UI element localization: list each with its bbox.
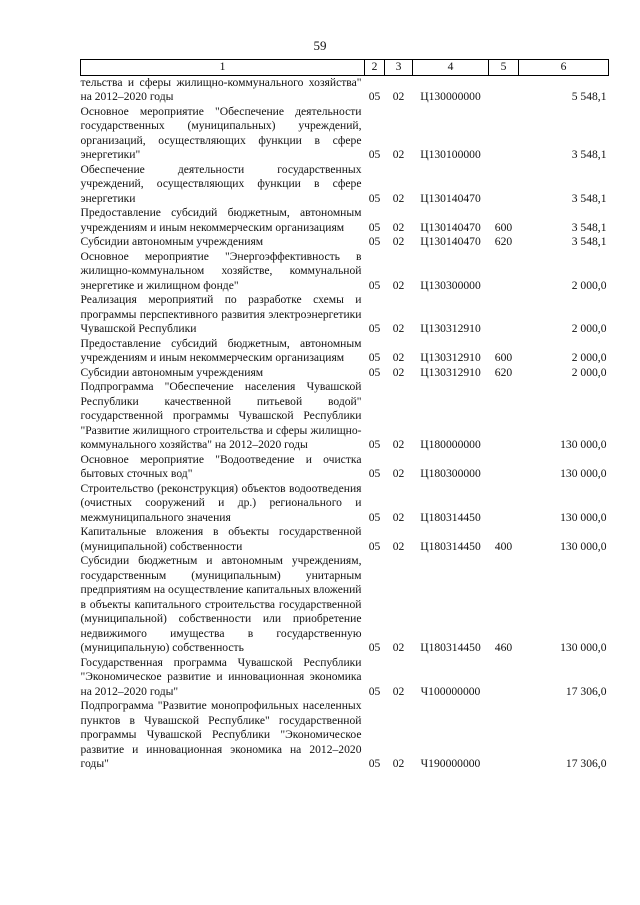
- row-subsection: 02: [392, 438, 405, 451]
- row-amount: 5 548,1: [571, 90, 607, 103]
- table-row: [81, 699, 609, 772]
- row-subsection: 02: [392, 351, 405, 364]
- row-target-code: Ц130000000: [420, 90, 481, 103]
- header-col-1: 1: [81, 60, 365, 76]
- row-expense-type: 620: [494, 235, 513, 248]
- row-subsection: 02: [392, 191, 405, 205]
- table-row: [81, 75, 609, 105]
- row-target-code: Ц180314450: [420, 641, 481, 654]
- row-subsection: 02: [392, 641, 405, 654]
- row-target-code: Ц130140470: [420, 235, 481, 248]
- row-section: 05: [368, 191, 381, 205]
- table-row: [81, 656, 609, 700]
- row-target-code: Ц130140470: [420, 191, 481, 205]
- row-section: 05: [368, 90, 381, 103]
- row-target-code: Ц130300000: [420, 278, 481, 292]
- row-name: Субсидии автономным учреждениям: [80, 235, 264, 248]
- row-name: Предоставление субсидий бюджетным, автономным учреждениям и иным некоммерческим организациям: [80, 336, 362, 364]
- row-target-code: Ц130312910: [420, 351, 481, 364]
- row-expense-type: [489, 380, 519, 453]
- table-row: [81, 482, 609, 526]
- row-amount: 2 000,0: [571, 322, 607, 335]
- row-expense-type: [489, 656, 519, 700]
- row-subsection: 02: [392, 467, 405, 480]
- header-col-2: 2: [365, 60, 385, 76]
- row-amount: 3 548,1: [571, 220, 607, 234]
- budget-table: [80, 59, 609, 772]
- row-target-code: Ц180314450: [420, 539, 481, 553]
- page-number: 59: [313, 38, 327, 53]
- row-expense-type: [489, 482, 519, 526]
- row-expense-type: [489, 293, 519, 337]
- row-amount: 130 000,0: [560, 510, 607, 524]
- row-section: 05: [368, 220, 381, 234]
- row-subsection: 02: [392, 235, 405, 248]
- row-name: Реализация мероприятий по разработке схемы и программы перспективного развития электроэнергетики Чувашской Республики: [80, 293, 362, 335]
- row-subsection: 02: [392, 90, 405, 103]
- row-section: 05: [368, 757, 381, 770]
- row-target-code: Ц180314450: [420, 510, 481, 524]
- row-expense-type: [489, 250, 519, 294]
- row-amount: 17 306,0: [565, 757, 607, 770]
- table-row: [81, 366, 609, 381]
- row-expense-type: [489, 699, 519, 772]
- row-section: 05: [368, 684, 381, 698]
- table-header-row: [81, 60, 609, 76]
- row-amount: 130 000,0: [560, 539, 607, 553]
- row-subsection: 02: [392, 365, 405, 379]
- row-amount: 3 548,1: [571, 235, 607, 248]
- row-section: 05: [368, 235, 381, 248]
- table-body: [81, 75, 609, 772]
- row-amount: 2 000,0: [571, 351, 607, 364]
- row-subsection: 02: [392, 757, 405, 770]
- row-subsection: 02: [392, 684, 405, 698]
- row-amount: 130 000,0: [560, 641, 607, 654]
- row-subsection: 02: [392, 148, 405, 161]
- row-amount: 17 306,0: [565, 684, 607, 698]
- row-target-code: Ц180300000: [420, 467, 481, 480]
- row-target-code: Ц130100000: [420, 148, 481, 161]
- row-name: Государственная программа Чувашской Республики "Экономическое развитие и инновационная экономика на 2012–2020 годы": [80, 655, 362, 698]
- row-section: 05: [368, 351, 381, 364]
- row-amount: 2 000,0: [571, 365, 607, 379]
- row-subsection: 02: [392, 322, 405, 335]
- table-row: [81, 163, 609, 207]
- row-expense-type: 600: [494, 220, 513, 234]
- table-row: [81, 525, 609, 554]
- row-name: Субсидии автономным учреждениям: [80, 365, 264, 379]
- row-section: 05: [368, 539, 381, 553]
- table-row: [81, 250, 609, 294]
- header-col-3: 3: [385, 60, 413, 76]
- row-subsection: 02: [392, 278, 405, 292]
- row-section: 05: [368, 438, 381, 451]
- table-row: [81, 554, 609, 656]
- row-amount: 130 000,0: [560, 438, 607, 451]
- row-name: Подпрограмма "Развитие монопрофильных населенных пунктов в Чувашской Республике" государственной программы Чувашской Республики "Экономическое развитие и инновационная экономика на 2012–2020 годы": [80, 699, 362, 770]
- row-expense-type: [489, 453, 519, 482]
- row-section: 05: [368, 510, 381, 524]
- table-row: [81, 337, 609, 366]
- row-expense-type: [489, 75, 519, 105]
- table-row: [81, 293, 609, 337]
- row-name: Капитальные вложения в объекты государственной (муниципальной) собственности: [80, 525, 362, 553]
- table-row: [81, 235, 609, 250]
- row-section: 05: [368, 467, 381, 480]
- row-amount: 2 000,0: [571, 278, 607, 292]
- row-target-code: Ц130140470: [420, 220, 481, 234]
- row-expense-type: 460: [494, 641, 513, 654]
- header-col-5: 5: [489, 60, 519, 76]
- header-col-6: 6: [519, 60, 609, 76]
- row-target-code: Ц130312910: [420, 365, 481, 379]
- row-expense-type: [489, 163, 519, 207]
- row-subsection: 02: [392, 510, 405, 524]
- row-target-code: Ч190000000: [420, 757, 481, 770]
- header-col-4: 4: [413, 60, 489, 76]
- row-name: тельства и сферы жилищно-коммунального хозяйства" на 2012–2020 годы: [80, 75, 362, 103]
- table-row: [81, 453, 609, 482]
- row-subsection: 02: [392, 220, 405, 234]
- row-name: Строительство (реконструкция) объектов водоотведения (очистных сооружений и др.) регионального и межмуниципального значения: [80, 481, 362, 524]
- row-expense-type: 600: [494, 351, 513, 364]
- row-expense-type: 620: [494, 365, 513, 379]
- row-amount: 3 548,1: [571, 191, 607, 205]
- row-expense-type: 400: [494, 539, 513, 553]
- table-row: [81, 380, 609, 453]
- row-expense-type: [489, 105, 519, 163]
- row-name: Предоставление субсидий бюджетным, автономным учреждениям и иным некоммерческим организациям: [80, 206, 362, 234]
- row-name: Основное мероприятие "Энергоэффективность в жилищно-коммунальном хозяйстве, коммунальной энергетике и жилищном фонде": [80, 249, 362, 292]
- row-name: Основное мероприятие "Водоотведение и очистка бытовых сточных вод": [80, 452, 362, 480]
- row-section: 05: [368, 322, 381, 335]
- row-subsection: 02: [392, 539, 405, 553]
- row-target-code: Ч100000000: [420, 684, 481, 698]
- row-section: 05: [368, 148, 381, 161]
- row-section: 05: [368, 641, 381, 654]
- table-row: [81, 105, 609, 163]
- row-target-code: Ц130312910: [420, 322, 481, 335]
- row-name: Субсидии бюджетным и автономным учреждениям, государственным (муниципальным) унитарным предприятиям на осуществление капитальных вложений в объекты капитального строительства государственной (муниципальной) собственности или приобретение недвижимого имущества в государственную (муниципальную) собственность: [80, 554, 362, 654]
- row-section: 05: [368, 365, 381, 379]
- row-amount: 3 548,1: [571, 148, 607, 161]
- table-row: [81, 206, 609, 235]
- row-name: Подпрограмма "Обеспечение населения Чувашской Республики качественной питьевой водой" государственной программы Чувашской Республики "Развитие жилищного строительства и сферы жилищно-коммунального хозяйства" на 2012–2020 годы: [80, 380, 362, 451]
- row-section: 05: [368, 278, 381, 292]
- row-name: Обеспечение деятельности государственных учреждений, осуществляющих функции в сфере энергетики: [80, 162, 362, 205]
- row-name: Основное мероприятие "Обеспечение деятельности государственных (муниципальных) учреждений, организаций, осуществляющих функции в сфере энергетики": [80, 104, 362, 161]
- row-amount: 130 000,0: [560, 467, 607, 480]
- row-target-code: Ц180000000: [420, 438, 481, 451]
